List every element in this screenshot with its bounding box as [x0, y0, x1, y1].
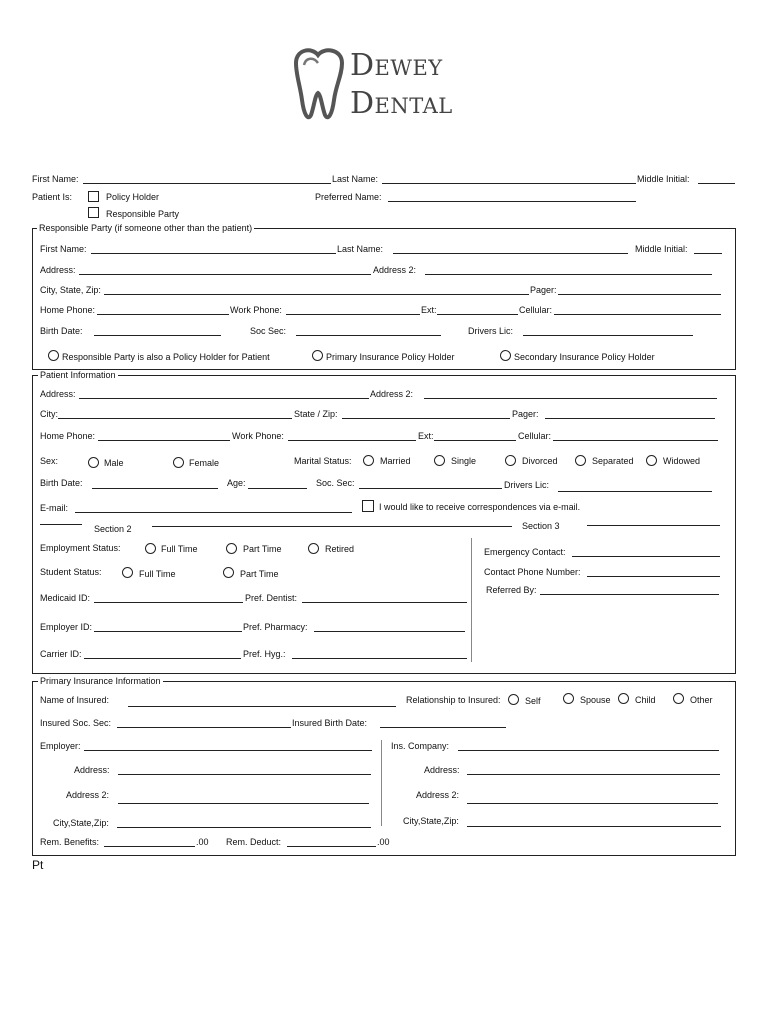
rem-deduct-label: Rem. Deduct:	[226, 837, 282, 847]
pt-drivers-lic-label: Drivers Lic:	[504, 480, 550, 490]
rp-city-state-zip-field[interactable]	[104, 284, 529, 295]
pref-hyg-label: Pref. Hyg.:	[243, 649, 286, 659]
medicaid-id-field[interactable]	[94, 592, 243, 603]
rp-ext-label: Ext:	[421, 305, 437, 315]
middle-initial-label: Middle Initial:	[637, 174, 690, 184]
rem-benefits-field[interactable]	[104, 836, 195, 847]
preferred-name-label: Preferred Name:	[315, 192, 382, 202]
middle-initial-field[interactable]	[698, 173, 735, 184]
relationship-spouse-label: Spouse	[580, 695, 611, 705]
pt-drivers-lic-field[interactable]	[558, 481, 712, 492]
emergency-contact-label: Emergency Contact:	[484, 547, 566, 557]
rp-pager-label: Pager:	[530, 285, 557, 295]
rp-policy-holder-label: Responsible Party is also a Policy Holder for Patient	[62, 352, 270, 362]
rp-address-field[interactable]	[79, 264, 371, 275]
section2-heading: Section 2	[94, 524, 132, 534]
pt-state-zip-label: State / Zip:	[294, 409, 338, 419]
pref-pharmacy-label: Pref. Pharmacy:	[243, 622, 308, 632]
logo-line2: Dental	[350, 86, 453, 121]
rp-cellular-label: Cellular:	[519, 305, 553, 315]
employment-status-label: Employment Status:	[40, 543, 121, 553]
rp-primary-radio[interactable]	[312, 350, 323, 361]
student-part-time-radio[interactable]	[223, 567, 234, 578]
ins-address2-label: Address 2:	[66, 790, 110, 800]
relationship-child-radio[interactable]	[618, 693, 629, 704]
ins-company-field[interactable]	[458, 740, 719, 751]
pt-pager-field[interactable]	[545, 408, 715, 419]
policy-holder-checkbox[interactable]	[88, 191, 99, 202]
relationship-other-radio[interactable]	[673, 693, 684, 704]
referred-by-label: Referred By:	[486, 585, 537, 595]
relationship-spouse-radio[interactable]	[563, 693, 574, 704]
employment-full-time-label: Full Time	[161, 544, 198, 554]
insured-soc-sec-field[interactable]	[117, 717, 291, 728]
primary-insurance-legend: Primary Insurance Information	[40, 676, 161, 686]
email-label: E-mail:	[40, 503, 69, 513]
rp-work-phone-field[interactable]	[286, 304, 420, 315]
ins-company-city-state-zip-field[interactable]	[467, 816, 721, 827]
student-full-time-label: Full Time	[139, 569, 176, 579]
age-label: Age:	[227, 478, 246, 488]
ins-address-label: Address:	[74, 765, 110, 775]
pt-work-phone-field[interactable]	[288, 430, 416, 441]
employer-id-label: Employer ID:	[40, 622, 93, 632]
employment-full-time-radio[interactable]	[145, 543, 156, 554]
medicaid-id-label: Medicaid ID:	[40, 593, 91, 603]
carrier-id-label: Carrier ID:	[40, 649, 82, 659]
pt-state-zip-field[interactable]	[342, 408, 510, 419]
rp-birth-date-label: Birth Date:	[40, 326, 83, 336]
pt-work-phone-label: Work Phone:	[232, 431, 284, 441]
employment-part-time-label: Part Time	[243, 544, 282, 554]
rp-middle-initial-field[interactable]	[694, 243, 722, 254]
patient-information-legend: Patient Information	[40, 370, 116, 380]
rp-drivers-lic-label: Drivers Lic:	[468, 326, 514, 336]
rp-first-name-field[interactable]	[91, 243, 336, 254]
widowed-label: Widowed	[663, 456, 701, 466]
rp-city-state-zip-label: City, State, Zip:	[40, 285, 101, 295]
divorced-radio[interactable]	[505, 455, 516, 466]
contact-phone-label: Contact Phone Number:	[484, 567, 581, 577]
rp-drivers-lic-field[interactable]	[523, 325, 693, 336]
carrier-id-field[interactable]	[84, 648, 241, 659]
pref-dentist-field[interactable]	[302, 592, 467, 603]
ins-address-field[interactable]	[118, 764, 371, 775]
last-name-label: Last Name:	[332, 174, 379, 184]
ins-city-state-zip-field[interactable]	[117, 817, 371, 828]
separated-radio[interactable]	[575, 455, 586, 466]
pref-pharmacy-field[interactable]	[314, 621, 465, 632]
sex-label: Sex:	[40, 456, 59, 466]
separated-label: Separated	[592, 456, 634, 466]
tooth-icon	[290, 45, 348, 123]
employment-retired-label: Retired	[325, 544, 355, 554]
pt-address2-field[interactable]	[424, 388, 717, 399]
insurance-divider-vertical	[381, 740, 382, 826]
referred-by-field[interactable]	[540, 584, 719, 595]
married-label: Married	[380, 456, 411, 466]
rp-ext-field[interactable]	[437, 304, 518, 315]
rp-last-name-label: Last Name:	[337, 244, 384, 254]
responsible-party-checkbox[interactable]	[88, 207, 99, 218]
ins-company-city-state-zip-label: City,State,Zip:	[403, 816, 459, 826]
name-of-insured-label: Name of Insured:	[40, 695, 110, 705]
rem-deduct-field[interactable]	[287, 836, 376, 847]
rp-pager-field[interactable]	[558, 284, 721, 295]
rp-middle-initial-label: Middle Initial:	[635, 244, 688, 254]
pt-home-phone-field[interactable]	[98, 430, 230, 441]
relationship-child-label: Child	[635, 695, 656, 705]
responsible-party-label: Responsible Party	[106, 209, 180, 219]
pt-home-phone-label: Home Phone:	[40, 431, 96, 441]
pt-ext-label: Ext:	[418, 431, 434, 441]
rp-birth-date-field[interactable]	[94, 325, 221, 336]
pt-cellular-field[interactable]	[553, 430, 718, 441]
rp-primary-label: Primary Insurance Policy Holder	[326, 352, 455, 362]
rp-cellular-field[interactable]	[554, 304, 721, 315]
rp-address2-label: Address 2:	[373, 265, 417, 275]
pt-address2-label: Address 2:	[370, 389, 414, 399]
pt-address-field[interactable]	[79, 388, 369, 399]
section2-divider-left	[40, 524, 82, 525]
male-radio[interactable]	[88, 457, 99, 468]
rp-last-name-field[interactable]	[393, 243, 628, 254]
rp-work-phone-label: Work Phone:	[230, 305, 282, 315]
email-correspondence-label: I would like to receive correspondences via e-mail.	[379, 502, 581, 512]
ins-company-address-field[interactable]	[467, 764, 720, 775]
ins-address2-field[interactable]	[118, 793, 369, 804]
policy-holder-label: Policy Holder	[106, 192, 160, 202]
ins-employer-label: Employer:	[40, 741, 81, 751]
page-footer-code: Pt	[32, 858, 44, 872]
pt-birth-date-label: Birth Date:	[40, 478, 83, 488]
pt-city-field[interactable]	[58, 408, 292, 419]
relationship-self-radio[interactable]	[508, 694, 519, 705]
pt-cellular-label: Cellular:	[518, 431, 552, 441]
employment-retired-radio[interactable]	[308, 543, 319, 554]
relationship-other-label: Other	[690, 695, 713, 705]
rp-home-phone-label: Home Phone:	[40, 305, 96, 315]
married-radio[interactable]	[363, 455, 374, 466]
student-part-time-label: Part Time	[240, 569, 279, 579]
marital-status-label: Marital Status:	[294, 456, 352, 466]
single-label: Single	[451, 456, 477, 466]
rp-secondary-radio[interactable]	[500, 350, 511, 361]
pref-hyg-field[interactable]	[292, 648, 467, 659]
email-correspondence-checkbox[interactable]	[362, 500, 374, 512]
ins-company-address-label: Address:	[424, 765, 460, 775]
pt-city-label: City:	[40, 409, 58, 419]
ins-city-state-zip-label: City,State,Zip:	[53, 818, 109, 828]
pt-soc-sec-field[interactable]	[359, 478, 502, 489]
insured-soc-sec-label: Insured Soc. Sec:	[40, 718, 112, 728]
first-name-label: First Name:	[32, 174, 79, 184]
rp-secondary-label: Secondary Insurance Policy Holder	[514, 352, 655, 362]
pt-birth-date-field[interactable]	[92, 478, 218, 489]
pt-pager-label: Pager:	[512, 409, 539, 419]
insured-birth-date-field[interactable]	[380, 717, 506, 728]
patient-is-label: Patient Is:	[32, 192, 73, 202]
student-full-time-radio[interactable]	[122, 567, 133, 578]
student-status-label: Student Status:	[40, 567, 102, 577]
pt-ext-field[interactable]	[434, 430, 516, 441]
rp-address-label: Address:	[40, 265, 76, 275]
rem-benefits-label: Rem. Benefits:	[40, 837, 100, 847]
first-name-field[interactable]	[83, 173, 331, 184]
single-radio[interactable]	[434, 455, 445, 466]
contact-phone-field[interactable]	[587, 566, 720, 577]
female-label: Female	[189, 458, 220, 468]
section-divider-vertical	[471, 538, 472, 662]
logo-line1: Dewey	[350, 48, 443, 83]
ins-company-address2-field[interactable]	[467, 793, 718, 804]
last-name-field[interactable]	[382, 173, 636, 184]
rem-benefits-cents: .00	[196, 837, 209, 847]
employer-id-field[interactable]	[94, 621, 242, 632]
rem-deduct-cents: .00	[377, 837, 390, 847]
pt-address-label: Address:	[40, 389, 76, 399]
insured-birth-date-label: Insured Birth Date:	[292, 718, 368, 728]
pref-dentist-label: Pref. Dentist:	[245, 593, 298, 603]
pt-soc-sec-label: Soc. Sec:	[316, 478, 355, 488]
email-field[interactable]	[75, 502, 352, 513]
rp-soc-sec-label: Soc Sec:	[250, 326, 287, 336]
section2-divider-right	[152, 526, 512, 527]
section3-divider-right	[587, 525, 720, 526]
rp-soc-sec-field[interactable]	[296, 325, 441, 336]
employment-part-time-radio[interactable]	[226, 543, 237, 554]
rp-address2-field[interactable]	[425, 264, 712, 275]
male-label: Male	[104, 458, 124, 468]
relationship-self-label: Self	[525, 696, 541, 706]
divorced-label: Divorced	[522, 456, 558, 466]
ins-employer-field[interactable]	[84, 740, 372, 751]
emergency-contact-field[interactable]	[572, 546, 720, 557]
rp-home-phone-field[interactable]	[97, 304, 229, 315]
age-field[interactable]	[248, 478, 307, 489]
rp-policy-holder-radio[interactable]	[48, 350, 59, 361]
section3-heading: Section 3	[522, 521, 560, 531]
preferred-name-field[interactable]	[388, 191, 636, 202]
female-radio[interactable]	[173, 457, 184, 468]
relationship-label: Relationship to Insured:	[406, 695, 501, 705]
name-of-insured-field[interactable]	[128, 696, 396, 707]
widowed-radio[interactable]	[646, 455, 657, 466]
ins-company-address2-label: Address 2:	[416, 790, 460, 800]
responsible-party-legend: Responsible Party (if someone other than the patient)	[39, 223, 253, 233]
ins-company-label: Ins. Company:	[391, 741, 450, 751]
rp-first-name-label: First Name:	[40, 244, 87, 254]
